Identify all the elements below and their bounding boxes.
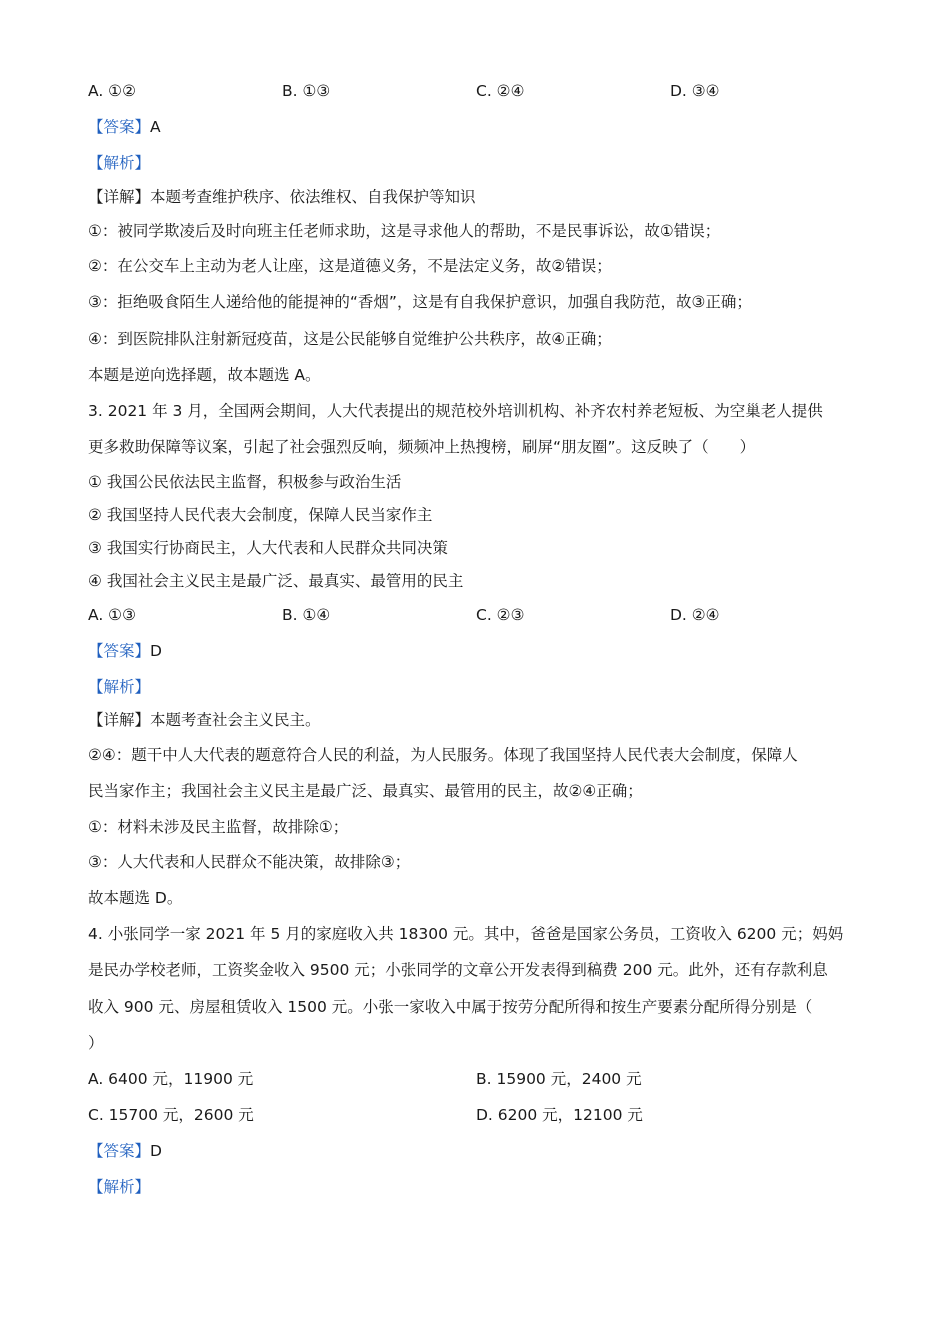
q3-option-b: B. ①④ [282,606,331,624]
q4-stem-line: 是民办学校老师，工资奖金收入 9500 元；小张同学的文章公开发表得到稿费 200 元。此外，还有存款利息 [88,961,828,979]
q2-option-b: B. ①③ [282,82,331,100]
answer-tag: 【答案】 [88,118,151,136]
q3-analysis-tag: 【解析】 [88,678,151,696]
answer-value: D [150,642,162,660]
q4-analysis-tag: 【解析】 [88,1178,151,1196]
q3-explanation-line: ②④：题干中人大代表的题意符合人民的利益，为人民服务。体现了我国坚持人民代表大会制度，保障人 [88,746,798,764]
q4-stem-line: 收入 900 元、房屋租赁收入 1500 元。小张一家收入中属于按劳分配所得和按生产要素分配所得分别是（ [88,998,813,1016]
answer-tag: 【答案】 [88,1142,151,1160]
answer-value: D [150,1142,162,1160]
q3-stem-line: 更多救助保障等议案，引起了社会强烈反响，频频冲上热搜榜，刷屏“朋友圈”。这反映了（ ） [88,438,756,456]
q2-detail [88,187,476,207]
q4-stem-line: ） [88,1034,104,1052]
q2-option-c: C. ②④ [476,82,525,100]
q4-option-b: B. 15900 元，2400 元 [476,1070,642,1088]
q2-explanation-line: ①：被同学欺凌后及时向班主任老师求助，这是寻求他人的帮助，不是民事诉讼，故①错误； [88,222,721,240]
q3-explanation-line: 民当家作主；我国社会主义民主是最广泛、最真实、最管用的民主，故②④正确； [88,782,643,800]
q2-answer [88,117,161,137]
q3-statement: ① 我国公民依法民主监督，积极参与政治生活 [88,473,402,491]
q3-stem-line: 3. 2021 年 3 月，全国两会期间，人大代表提出的规范校外培训机构、补齐农村养老短板、为空巢老人提供 [88,402,823,420]
q3-statement: ④ 我国社会主义民主是最广泛、最真实、最管用的民主 [88,572,464,590]
q3-option-a: A. ①③ [88,606,136,624]
answer-tag: 【答案】 [88,642,151,660]
q2-explanation-line: ③：拒绝吸食陌生人递给他的能提神的“香烟”，这是有自我保护意识，加强自我防范，故③正确； [88,293,752,311]
detail-tag: 【详解】 [88,188,151,206]
detail-text: 本题考查维护秩序、依法维权、自我保护等知识 [150,188,476,206]
q2-option-a: A. ①② [88,82,136,100]
q3-option-d: D. ②④ [670,606,720,624]
detail-tag: 【详解】 [88,711,151,729]
q2-conclusion: 本题是逆向选择题，故本题选 A。 [88,366,321,384]
q4-stem-line: 4. 小张同学一家 2021 年 5 月的家庭收入共 18300 元。其中，爸爸是国家公务员，工资收入 6200 元；妈妈 [88,925,844,943]
q2-explanation-line: ④：到医院排队注射新冠疫苗，这是公民能够自觉维护公共秩序，故④正确； [88,330,612,348]
detail-text: 本题考查社会主义民主。 [150,711,321,729]
q4-option-c: C. 15700 元，2600 元 [88,1106,254,1124]
q2-explanation-line: ②：在公交车上主动为老人让座，这是道德义务，不是法定义务，故②错误； [88,257,612,275]
q4-option-d: D. 6200 元，12100 元 [476,1106,643,1124]
q3-statement: ② 我国坚持人民代表大会制度，保障人民当家作主 [88,506,433,524]
q3-explanation-line: ①：材料未涉及民主监督，故排除①； [88,818,349,836]
q3-answer [88,641,162,661]
q3-statement: ③ 我国实行协商民主，人大代表和人民群众共同决策 [88,539,448,557]
q4-option-a: A. 6400 元，11900 元 [88,1070,254,1088]
q3-conclusion: 故本题选 D。 [88,889,183,907]
q4-answer [88,1141,162,1161]
q3-explanation-line: ③：人大代表和人民群众不能决策，故排除③； [88,853,411,871]
q2-analysis-tag: 【解析】 [88,154,151,172]
q3-option-c: C. ②③ [476,606,525,624]
q2-option-d: D. ③④ [670,82,720,100]
q3-detail [88,710,321,730]
answer-value: A [150,118,161,136]
